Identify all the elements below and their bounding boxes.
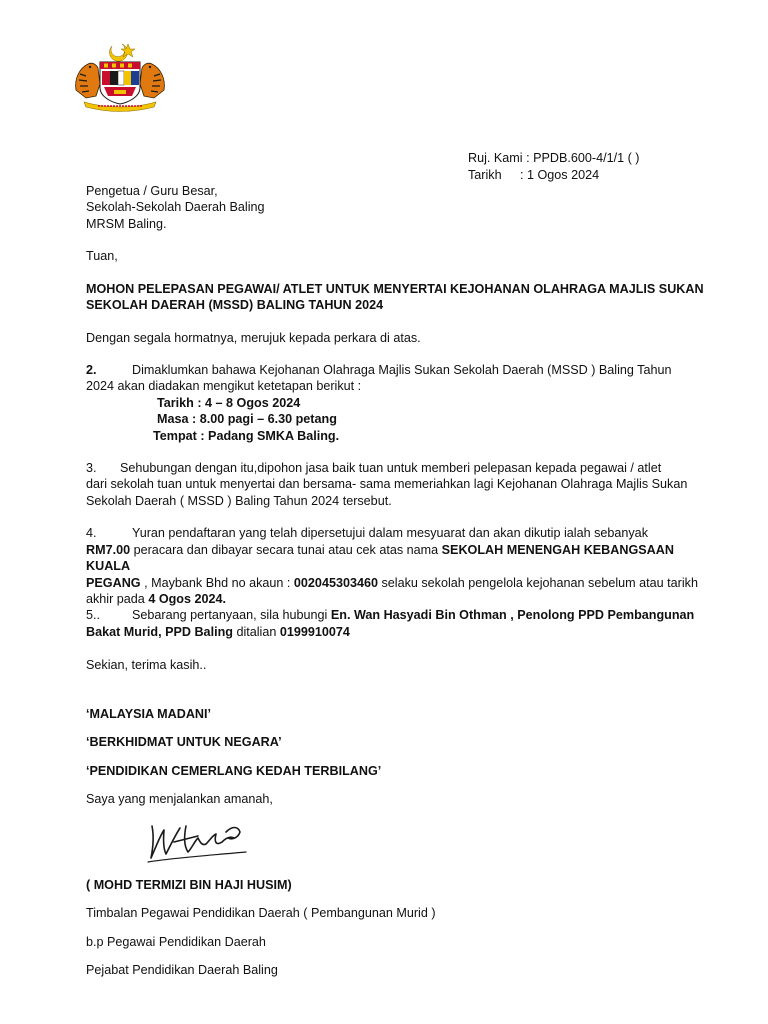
ruj-label: Ruj. Kami <box>468 151 523 165</box>
para2-text-1: Dimaklumkan bahawa Kejohanan Olahraga Majlis Sukan Sekolah Daerah (MSSD ) Baling Tahun <box>132 363 672 377</box>
para4-school-2: PEGANG <box>86 575 141 590</box>
signatory-title-1: Timbalan Pegawai Pendidikan Daerah ( Pembangunan Murid ) <box>86 906 436 920</box>
para3-number: 3. <box>86 461 97 475</box>
para3-line-1 <box>86 460 661 477</box>
para5-phone: 0199910074 <box>279 624 350 639</box>
signatory-title-3: Pejabat Pendidikan Daerah Baling <box>86 963 278 977</box>
para2-line-2: 2024 akan diadakan mengikut ketetapan berikut : <box>86 379 362 393</box>
para2-tempat: Tempat : Padang SMKA Baling. <box>153 429 340 443</box>
para5-contact-1: En. Wan Hasyadi Bin Othman , Penolong PPD Pembangunan <box>330 608 695 622</box>
closing-text: Sekian, terima kasih.. <box>86 658 207 672</box>
opening-text: Dengan segala hormatnya, merujuk kepada perkara di atas. <box>86 331 421 345</box>
tarikh-value: : 1 Ogos 2024 <box>520 168 600 182</box>
signatory-name: ( MOHD TERMIZI BIN HAJI HUSIM) <box>86 878 292 892</box>
reference-ruj <box>468 150 640 167</box>
para2-line-1 <box>86 362 672 379</box>
handwritten-signature <box>142 812 254 868</box>
signatory-title-2: b.p Pegawai Pendidikan Daerah <box>86 935 266 949</box>
para5 <box>86 607 706 640</box>
recipient-line-2: Sekolah-Sekolah Daerah Baling <box>86 200 265 214</box>
tarikh-label: Tarikh <box>468 168 502 182</box>
para4-account: 002045303460 <box>293 575 378 590</box>
para4-amount: RM7.00 <box>86 542 131 557</box>
para4-text-5: akhir pada <box>86 592 149 606</box>
ruj-value: : PPDB.600-4/1/1 ( ) <box>526 151 640 165</box>
para5-text-1: Sebarang pertanyaan, sila hubungi <box>132 608 331 622</box>
para4-text-3: , Maybank Bhd no akaun : <box>140 575 294 590</box>
para4-text-1: Yuran pendaftaran yang telah dipersetujui dalam mesyuarat dan akan dikutip ialah sebanyak <box>132 526 648 540</box>
salutation: Tuan, <box>86 249 118 263</box>
slogan-3: ‘PENDIDIKAN CEMERLANG KEDAH TERBILANG’ <box>86 764 382 778</box>
para3-line-3: Sekolah Daerah ( MSSD ) Baling Tahun 2024 tersebut. <box>86 494 392 508</box>
para2-number: 2. <box>86 363 97 377</box>
signoff-text: Saya yang menjalankan amanah, <box>86 792 273 806</box>
reference-tarikh <box>468 167 599 184</box>
para3-text-1: Sehubungan dengan itu,dipohon jasa baik tuan untuk memberi pelepasan kepada pegawai / atlet <box>120 461 662 475</box>
subject-line-2: SEKOLAH DAERAH (MSSD) BALING TAHUN 2024 <box>86 298 384 312</box>
para4-number: 4. <box>86 526 97 540</box>
para5-contact-2: Bakat Murid, PPD Baling <box>86 624 233 639</box>
slogan-2: ‘BERKHIDMAT UNTUK NEGARA’ <box>86 735 282 749</box>
para4-text-4: selaku sekolah pengelola kejohanan sebelum atau tarikh <box>377 575 698 590</box>
para2-tarikh: Tarikh : 4 – 8 Ogos 2024 <box>157 396 301 410</box>
slogan-1: ‘MALAYSIA MADANI’ <box>86 707 212 721</box>
para4-deadline: 4 Ogos 2024. <box>148 592 227 606</box>
para5-number: 5.. <box>86 608 101 622</box>
para3-line-2: dari sekolah tuan untuk menyertai dan bersama- sama memeriahkan lagi Kejohanan Olahraga Majlis Sukan <box>86 477 688 491</box>
para2-masa: Masa : 8.00 pagi – 6.30 petang <box>157 412 337 426</box>
para5-text-2: ditalian <box>232 624 280 639</box>
para4 <box>86 525 706 608</box>
recipient-line-1: Pengetua / Guru Besar, <box>86 184 218 198</box>
subject-line-1: MOHON PELEPASAN PEGAWAI/ ATLET UNTUK MENYERTAI KEJOHANAN OLAHRAGA MAJLIS SUKAN <box>86 282 704 296</box>
para4-text-2: peracara dan dibayar secara tunai atau cek atas nama <box>130 542 442 557</box>
malaysia-coat-of-arms-icon <box>70 40 170 112</box>
recipient-line-3: MRSM Baling. <box>86 217 167 231</box>
para4-school-1: SEKOLAH MENENGAH KEBANGSAAN KUALA <box>86 542 674 573</box>
